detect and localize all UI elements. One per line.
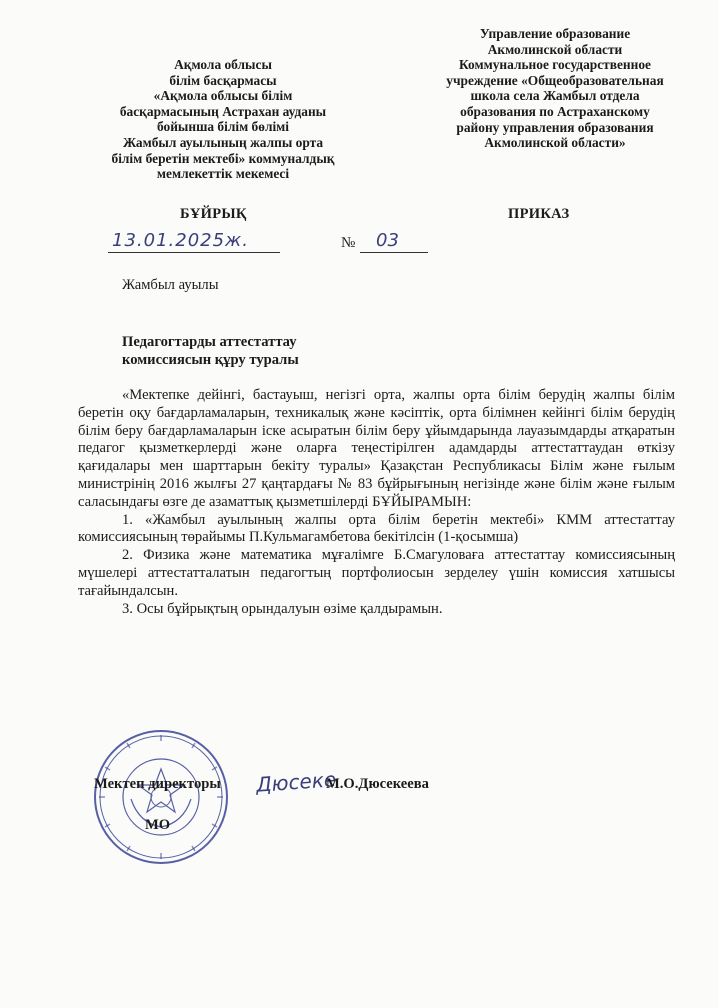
header-kz-line: «Ақмола облысы білім [153,88,293,104]
header-ru-line: Акмолинской области [487,41,623,57]
order-body [78,387,675,618]
order-item: 2. Физика және математика мұғалімге Б.Смагуловаға аттестаттау комиссиясының мүшелері аттестатталатын педагогтың портфолиосын зерделеу үшін комиссия хатшысы тағайындалсын. [78,547,675,599]
header-ru-line: району управления образования [456,119,654,135]
header-kz-line: білім басқармасы [169,72,277,88]
subject-title [122,333,299,369]
signature-position: Мектеп директоры [94,776,221,792]
header-ru-line: Управление образование [479,26,631,41]
number-line [360,230,428,253]
order-number: 03 [376,230,399,251]
header-ru-line: Коммунальное государственное [459,57,651,73]
header-ru [420,26,690,151]
header-ru-line: Акмолинской области» [484,135,626,151]
official-stamp [91,727,231,867]
signature-name: М.О.Дюсекеева [326,776,429,792]
header-ru-line: образования по Астраханскому [460,103,650,119]
place: Жамбыл ауылы [122,277,219,293]
header-ru-line: школа села Жамбыл отдела [470,88,640,104]
preamble: «Мектепке дейінгі, бастауыш, негізгі орта, жалпы орта білім берудің жалпы білім беретін оқу бағдарламаларын, техникалық және кәсіптік, орта білімнен кейінгі білім берудің білім беру бағдарламаларын іске асыратын білім беру ұйымдарында лауазымдарды атқаратын педагог қызметкерлерді және оларға теңестірілген адамдарды аттестаттаудан өткізу қағидалары мен шарттарын бекіту туралы» Қазақстан Республикасы Білім және ғылым министрінің 2016 жылғы 27 қаңтардағы № 83 бұйрығының негізінде және білім және ғылым саласындағы өзге де азаматтық қызметшілерді БҰЙЫРАМЫН: [78,387,675,510]
header-kz-line: білім беретін мектебі» коммуналдық [111,150,335,166]
header-kz-line: басқармасының Астрахан ауданы [119,103,327,119]
handwritten-signature: Дюсеке [255,767,337,797]
seal-place-mark: МО [145,817,171,833]
header-kz-line: Ақмола облысы [174,57,272,72]
subject-line: комиссиясын құру туралы [122,352,299,368]
subject-line: Педагогтарды аттестаттау [122,334,297,350]
header-kz-line: бойынша білім бөлімі [156,119,290,135]
doc-type-kz: БҰЙРЫҚ [180,206,247,222]
header-kz-line: мемлекеттік мекемесі [156,166,290,182]
doc-type-ru: ПРИКАЗ [508,206,570,222]
header-ru-line: учреждение «Общеобразовательная [446,72,664,88]
order-item: 3. Осы бұйрықтың орындалуын өзіме қалдырамын. [122,600,443,617]
header-kz-line: Жамбыл ауылының жалпы орта [122,134,324,150]
order-date: 13.01.2025ж. [112,230,249,251]
date-line [108,230,280,253]
header-kz [78,57,368,182]
order-item: 1. «Жамбыл ауылының жалпы орта білім беретін мектебі» КММ аттестаттау комиссиясының төрайымы П.Кульмагамбетова бекітілсін (1-қосымша) [78,511,675,546]
order-number-label: № [341,235,356,251]
